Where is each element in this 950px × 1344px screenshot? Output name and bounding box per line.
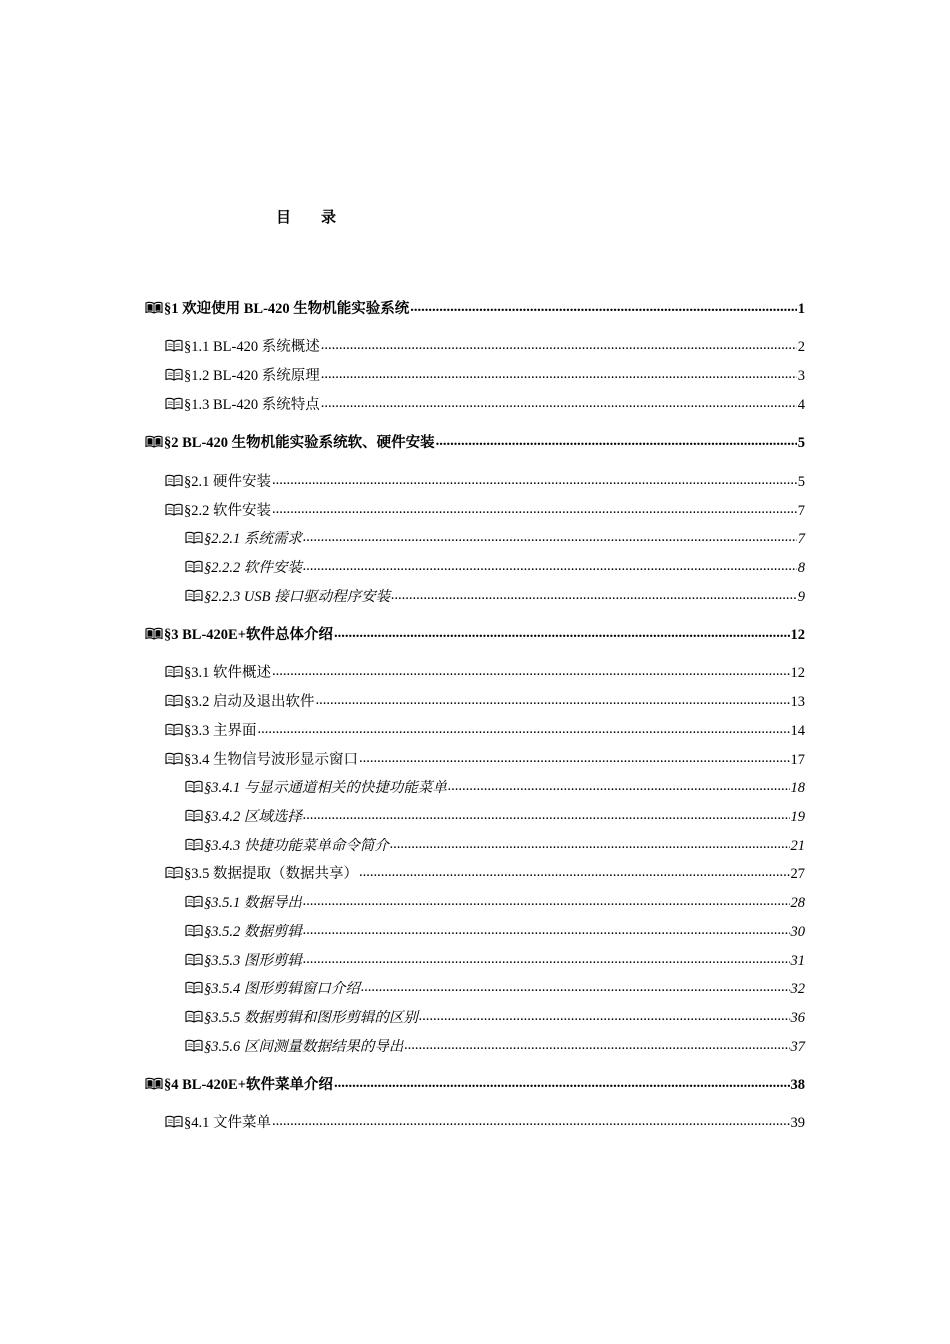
dot-leader [303, 892, 790, 910]
toc-entry-label: §2 BL-420 生物机能实验系统软、硬件安装 [164, 435, 435, 451]
toc-entry[interactable] [185, 808, 805, 826]
dot-leader [272, 1112, 790, 1130]
toc-entry[interactable] [145, 434, 805, 452]
dot-leader [321, 365, 797, 383]
dot-leader [272, 662, 790, 680]
dot-leader [419, 1007, 790, 1025]
toc-entry-label: §3.5 数据提取（数据共享） [184, 866, 358, 882]
dot-leader [321, 336, 797, 354]
open-book-icon [185, 1039, 203, 1052]
dot-leader [404, 1036, 789, 1054]
toc-entry[interactable] [165, 473, 805, 491]
open-book-icon [185, 895, 203, 908]
toc-entry-page-number: 39 [790, 1115, 805, 1131]
toc-title-char-2: 录 [321, 210, 337, 226]
dot-leader [334, 624, 790, 642]
toc-entry-label: §3.5.3 图形剪辑 [204, 953, 302, 969]
toc-entry[interactable] [185, 980, 805, 998]
toc-entry-label: §3.5.2 数据剪辑 [204, 924, 302, 940]
dot-leader [272, 500, 797, 518]
toc-entry-label: §3 BL-420E+软件总体介绍 [164, 627, 333, 643]
toc-entry[interactable] [165, 865, 805, 883]
toc-entry-page-number: 21 [790, 838, 805, 854]
toc-entry-label: §4.1 文件菜单 [184, 1115, 271, 1131]
toc-entry-page-number: 31 [790, 953, 805, 969]
toc-entry-page-number: 3 [797, 368, 805, 384]
open-book-icon [165, 694, 183, 707]
open-book-icon [145, 627, 163, 640]
toc-entry-label: §2.2 软件安装 [184, 503, 271, 519]
toc-entry-page-number: 13 [790, 694, 805, 710]
open-book-icon [165, 397, 183, 410]
toc-entry-page-number: 4 [797, 397, 805, 413]
toc-entry[interactable] [185, 559, 805, 577]
toc-entry-page-number: 12 [790, 665, 805, 681]
toc-entry-page-number: 18 [790, 780, 805, 796]
dot-leader [316, 691, 790, 709]
dot-leader [359, 749, 790, 767]
toc-entry-page-number: 38 [790, 1077, 805, 1093]
toc-entry[interactable] [185, 530, 805, 548]
open-book-icon [165, 723, 183, 736]
dot-leader [390, 835, 790, 853]
dot-leader [391, 586, 797, 604]
toc-entry[interactable] [165, 502, 805, 520]
toc-entry[interactable] [185, 1009, 805, 1027]
toc-entry[interactable] [165, 751, 805, 769]
toc-entry[interactable] [185, 588, 805, 606]
toc-entry-label: §3.4 生物信号波形显示窗口 [184, 752, 358, 768]
open-book-icon [185, 589, 203, 602]
toc-entry-page-number: 12 [790, 627, 805, 643]
toc-entry-page-number: 17 [790, 752, 805, 768]
open-book-icon [165, 665, 183, 678]
toc-entry[interactable] [165, 396, 805, 414]
open-book-icon [165, 1115, 183, 1128]
toc-entry-label: §3.5.1 数据导出 [204, 895, 302, 911]
toc-title-char-1: 目 [276, 210, 292, 226]
open-book-icon [145, 301, 163, 314]
toc-entry-page-number: 14 [790, 723, 805, 739]
toc-entry[interactable] [185, 837, 805, 855]
toc-entry-label: §3.4.3 快捷功能菜单命令简介 [204, 838, 389, 854]
toc-entry-label: §3.1 软件概述 [184, 665, 271, 681]
toc-entry-page-number: 5 [797, 435, 805, 451]
toc-entry[interactable] [165, 722, 805, 740]
open-book-icon [165, 752, 183, 765]
toc-entry-label: §2.2.2 软件安装 [204, 560, 302, 576]
toc-entry-label: §1.3 BL-420 系统特点 [184, 397, 320, 413]
open-book-icon [185, 809, 203, 822]
open-book-icon [185, 981, 203, 994]
open-book-icon [185, 953, 203, 966]
open-book-icon [185, 560, 203, 573]
toc-entry-label: §3.4.1 与显示通道相关的快捷功能菜单 [204, 780, 447, 796]
dot-leader [303, 806, 790, 824]
open-book-icon [185, 780, 203, 793]
toc-entry-label: §3.3 主界面 [184, 723, 257, 739]
toc-entry[interactable] [165, 1114, 805, 1132]
toc-entry-label: §3.5.6 区间测量数据结果的导出 [204, 1039, 404, 1055]
open-book-icon [185, 838, 203, 851]
toc-entry[interactable] [145, 626, 805, 644]
toc-entry[interactable] [145, 1076, 805, 1094]
toc-entry[interactable] [165, 664, 805, 682]
dot-leader [303, 921, 790, 939]
open-book-icon [145, 435, 163, 448]
toc-title [276, 206, 336, 227]
toc-entry-page-number: 37 [790, 1039, 805, 1055]
toc-entry[interactable] [145, 300, 805, 318]
toc-entry[interactable] [165, 367, 805, 385]
dot-leader [303, 528, 797, 546]
toc-entry[interactable] [185, 1038, 805, 1056]
dot-leader [359, 863, 790, 881]
toc-entry-label: §2.2.3 USB 接口驱动程序安装 [204, 589, 391, 605]
toc-entry-label: §1 欢迎使用 BL-420 生物机能实验系统 [164, 301, 410, 317]
toc-entry-page-number: 27 [790, 866, 805, 882]
toc-entry-page-number: 7 [797, 531, 805, 547]
dot-leader [334, 1074, 790, 1092]
open-book-icon [165, 339, 183, 352]
toc-entry-page-number: 5 [797, 474, 805, 490]
open-book-icon [165, 368, 183, 381]
dot-leader [303, 950, 790, 968]
toc-entry-label: §2.1 硬件安装 [184, 474, 271, 490]
open-book-icon [165, 866, 183, 879]
toc-entry-page-number: 30 [790, 924, 805, 940]
toc-entry-label: §1.2 BL-420 系统原理 [184, 368, 320, 384]
open-book-icon [185, 1010, 203, 1023]
toc-entry-label: §1.1 BL-420 系统概述 [184, 339, 320, 355]
toc-entry-label: §3.5.5 数据剪辑和图形剪辑的区别 [204, 1010, 418, 1026]
toc-entry-label: §3.2 启动及退出软件 [184, 694, 315, 710]
toc-entry-label: §2.2.1 系统需求 [204, 531, 302, 547]
toc-entry[interactable] [165, 693, 805, 711]
open-book-icon [145, 1077, 163, 1090]
dot-leader [448, 777, 790, 795]
dot-leader [303, 557, 797, 575]
toc-entry[interactable] [185, 894, 805, 912]
open-book-icon [165, 503, 183, 516]
toc-entry-page-number: 9 [797, 589, 805, 605]
dot-leader [272, 471, 797, 489]
toc-entry[interactable] [185, 923, 805, 941]
toc-entry-page-number: 2 [797, 339, 805, 355]
toc-entry[interactable] [165, 338, 805, 356]
toc-entry-label: §4 BL-420E+软件菜单介绍 [164, 1077, 333, 1093]
open-book-icon [165, 474, 183, 487]
toc-entry-page-number: 32 [790, 981, 805, 997]
toc-entry-page-number: 8 [797, 560, 805, 576]
dot-leader [361, 978, 790, 996]
toc-entry[interactable] [185, 779, 805, 797]
toc-entry-page-number: 1 [797, 301, 805, 317]
toc-entry-label: §3.4.2 区域选择 [204, 809, 302, 825]
dot-leader [436, 432, 797, 450]
dot-leader [410, 298, 796, 316]
open-book-icon [185, 924, 203, 937]
toc-entry-page-number: 36 [790, 1010, 805, 1026]
toc-entry-page-number: 19 [790, 809, 805, 825]
open-book-icon [185, 531, 203, 544]
dot-leader [258, 720, 790, 738]
toc-entry-page-number: 28 [790, 895, 805, 911]
toc-entry-page-number: 7 [797, 503, 805, 519]
dot-leader [321, 394, 797, 412]
toc-entry[interactable] [185, 952, 805, 970]
toc-entry-label: §3.5.4 图形剪辑窗口介绍 [204, 981, 360, 997]
